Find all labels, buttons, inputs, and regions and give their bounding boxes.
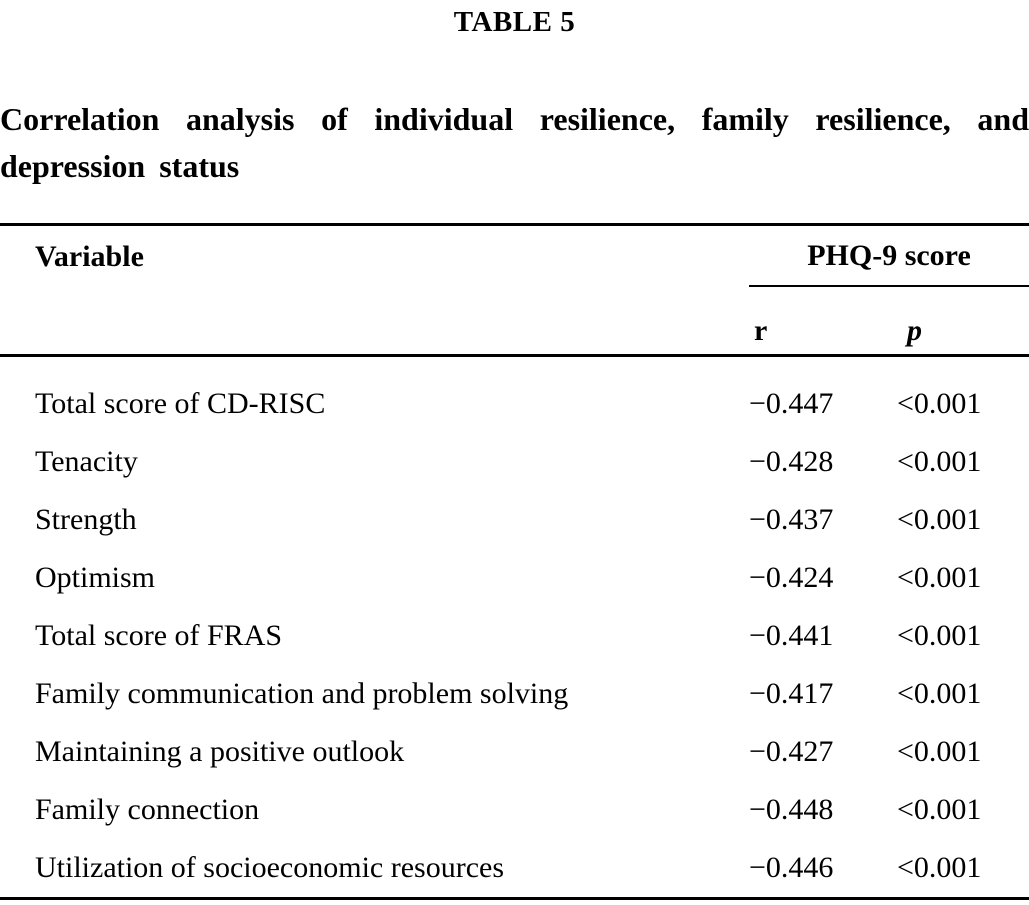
p-value-cell: <0.001 <box>897 445 982 478</box>
r-value-cell: −0.437 <box>749 503 834 536</box>
table-row <box>0 839 1029 897</box>
table-title <box>0 96 1029 190</box>
r-value-cell: −0.427 <box>749 735 834 768</box>
variable-cell: Optimism <box>35 561 156 594</box>
p-value-cell: <0.001 <box>897 503 982 536</box>
table-row <box>0 549 1029 607</box>
phq9-group-header: PHQ-9 score <box>749 226 1029 287</box>
variable-cell: Family communication and problem solving <box>35 677 569 710</box>
variable-cell: Maintaining a positive outlook <box>35 735 405 768</box>
r-value-cell: −0.441 <box>749 619 834 652</box>
variable-column-header: Variable <box>35 239 144 273</box>
r-column-header: r <box>754 314 768 347</box>
r-value-cell: −0.417 <box>749 677 834 710</box>
p-value-cell: <0.001 <box>897 851 982 884</box>
r-value-cell: −0.424 <box>749 561 834 594</box>
table-header-row-sub <box>0 287 1029 354</box>
r-value-cell: −0.428 <box>749 445 834 478</box>
p-value-cell: <0.001 <box>897 677 982 710</box>
variable-cell: Tenacity <box>35 445 138 478</box>
table-row <box>0 375 1029 433</box>
table-row <box>0 607 1029 665</box>
variable-cell: Total score of CD-RISC <box>35 387 326 420</box>
table-number-caption: TABLE 5 <box>453 6 576 38</box>
variable-cell: Utilization of socioeconomic resources <box>35 851 505 884</box>
r-value-cell: −0.447 <box>749 387 834 420</box>
table-title-line1: Correlation analysis of individual resilience, family resilience, and <box>0 101 1029 137</box>
p-value-cell: <0.001 <box>897 735 982 768</box>
r-value-cell: −0.448 <box>749 793 834 826</box>
table-row <box>0 665 1029 723</box>
variable-cell: Strength <box>35 503 137 536</box>
table-row <box>0 433 1029 491</box>
p-value-cell: <0.001 <box>897 619 982 652</box>
p-value-cell: <0.001 <box>897 793 982 826</box>
variable-cell: Family connection <box>35 793 260 826</box>
table-header-row-group <box>0 223 1029 287</box>
table-title-line2: depression status <box>0 148 240 184</box>
table-body <box>0 354 1029 900</box>
p-value-cell: <0.001 <box>897 387 982 420</box>
table-row <box>0 491 1029 549</box>
p-value-cell: <0.001 <box>897 561 982 594</box>
table-row <box>0 781 1029 839</box>
variable-cell: Total score of FRAS <box>35 619 283 652</box>
p-column-header: p <box>907 314 922 347</box>
table-row <box>0 723 1029 781</box>
correlation-table <box>0 223 1029 900</box>
r-value-cell: −0.446 <box>749 851 834 884</box>
